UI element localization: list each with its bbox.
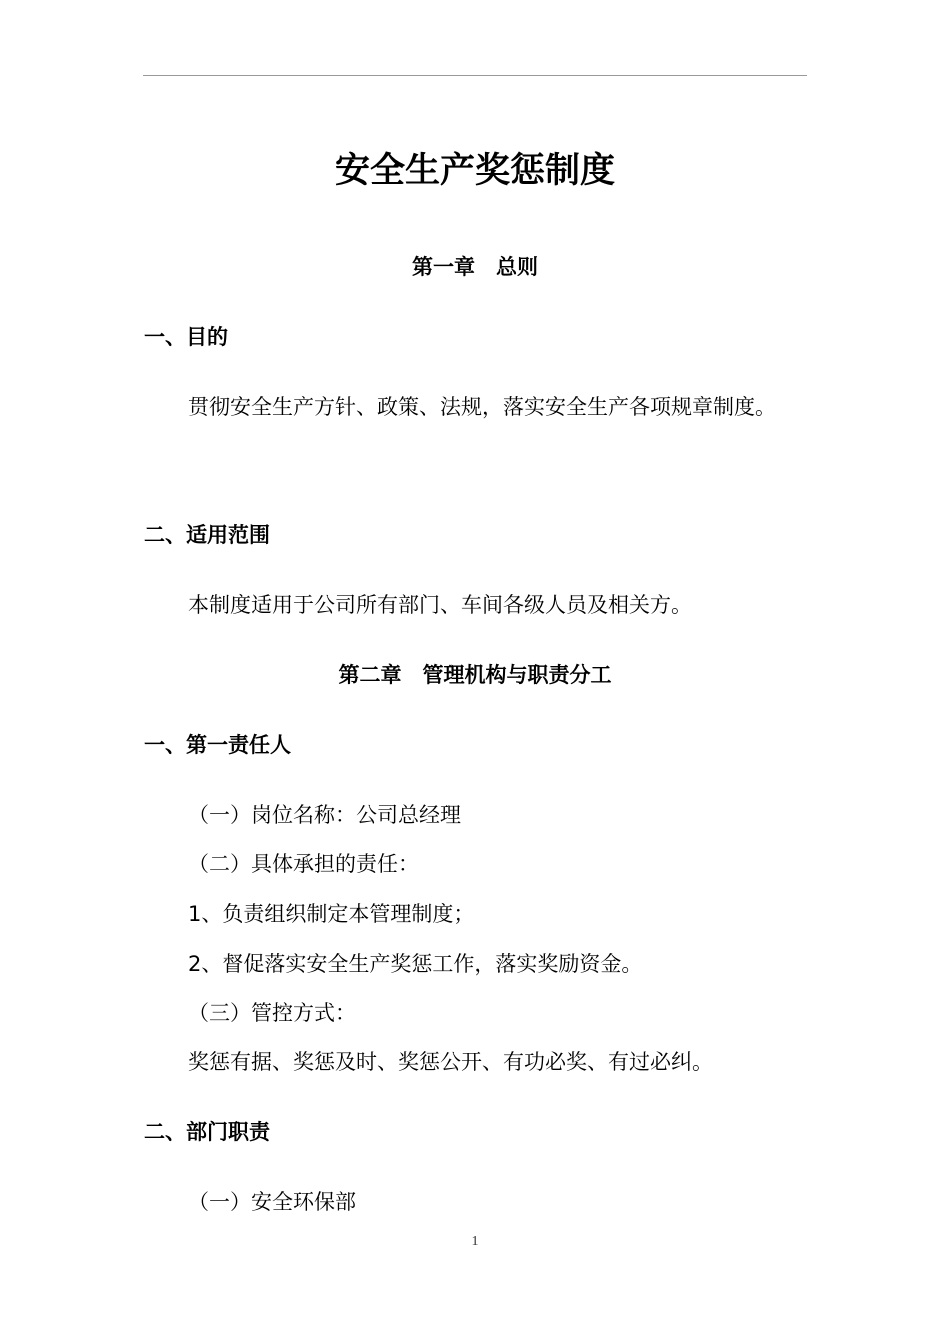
duties-heading: （二）具体承担的责任： — [188, 852, 419, 876]
section-scope-heading: 二、适用范围 — [144, 523, 270, 547]
scope-text: 本制度适用于公司所有部门、车间各级人员及相关方。 — [188, 593, 692, 617]
duty-item-2: 2、督促落实安全生产奖惩工作，落实奖励资金。 — [188, 952, 643, 976]
chapter-2-heading: 第二章 管理机构与职责分工 — [338, 663, 612, 687]
chapter-1-heading: 第一章 总则 — [412, 255, 538, 279]
control-text: 奖惩有据、奖惩及时、奖惩公开、有功必奖、有过必纠。 — [188, 1050, 713, 1074]
section-first-responsible-heading: 一、第一责任人 — [144, 733, 291, 757]
control-heading: （三）管控方式： — [188, 1001, 356, 1025]
section-purpose-heading: 一、目的 — [144, 325, 228, 349]
section-departments-heading: 二、部门职责 — [144, 1120, 270, 1144]
document-title: 安全生产奖惩制度 — [334, 151, 615, 191]
header-rule — [143, 75, 807, 76]
department-item-1: （一）安全环保部 — [188, 1190, 356, 1214]
duty-item-1: 1、负责组织制定本管理制度； — [188, 902, 475, 926]
purpose-text: 贯彻安全生产方针、政策、法规，落实安全生产各项规章制度。 — [188, 395, 776, 419]
page-number: 1 — [471, 1234, 479, 1249]
position-name: （一）岗位名称：公司总经理 — [188, 803, 461, 827]
